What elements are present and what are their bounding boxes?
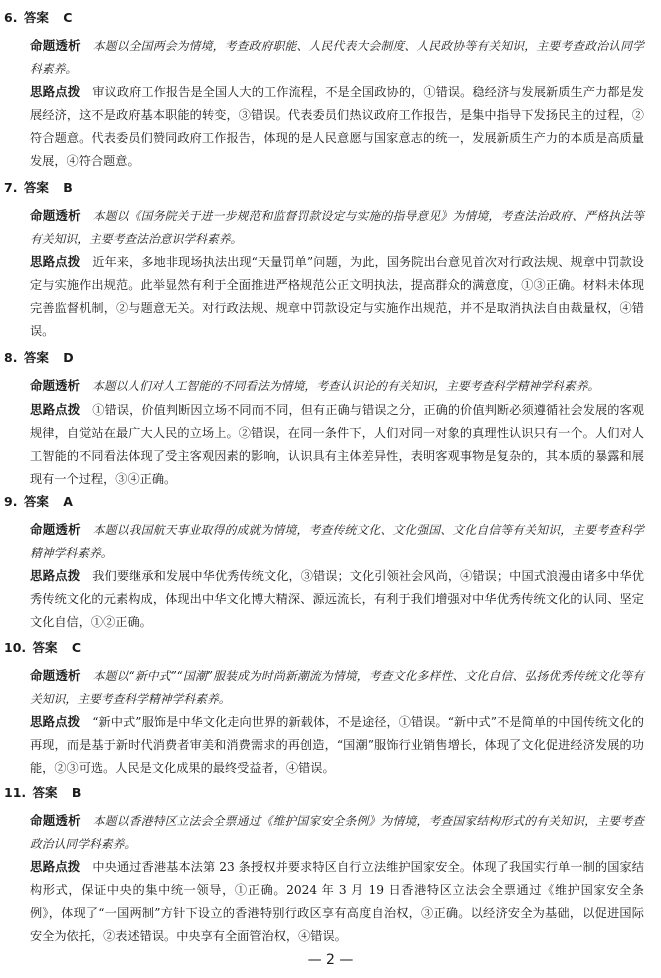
analysis-text: 本题以“新中式”“国潮”服装成为时尚新潮流为情境，考查文化多样性、文化自信、弘扬优秀传统文化等有关知识，主要考查科学精神学科素养。	[30, 669, 644, 706]
question-header	[4, 494, 73, 510]
question-number: 7.	[4, 180, 18, 195]
analysis-paragraph	[30, 518, 644, 565]
answer-label: 答案	[23, 350, 49, 365]
question-number: 10.	[4, 640, 27, 655]
tips-label: 思路点拨	[30, 714, 81, 729]
analysis-paragraph	[30, 34, 644, 81]
answer-label: 答案	[23, 10, 49, 25]
answer-value: C	[63, 10, 73, 25]
analysis-paragraph	[30, 204, 644, 251]
question-number: 11.	[4, 785, 27, 800]
tips-paragraph	[30, 564, 644, 634]
tips-label: 思路点拨	[30, 859, 81, 874]
tips-text: 近年来，多地非现场执法出现“天量罚单”问题，为此，国务院出台意见首次对行政法规、规章中罚款设定与实施作出规范。此举显然有利于全面推进严格规范公正文明执法，提高群众的满意度，①③正确。材料未体现完善监督机制，②与题意无关。对行政法规、规章中罚款设定与实施作出规范，并不是取消执法自由裁量权，④错误。	[30, 255, 644, 338]
question-number: 6.	[4, 10, 18, 25]
tips-label: 思路点拨	[30, 84, 81, 99]
tips-text: “新中式”服饰是中华文化走向世界的新载体，不是途径，①错误。“新中式”不是简单的中国传统文化的再现，而是基于新时代消费者审美和消费需求的再创造，“国潮”服饰行业销售增长，体现了文化促进经济发展的功能，②③可选。人民是文化成果的最终受益者，④错误。	[30, 715, 644, 775]
analysis-label: 命题透析	[30, 378, 81, 393]
tips-paragraph	[30, 398, 644, 491]
tips-paragraph	[30, 250, 644, 343]
answer-value: B	[71, 785, 82, 800]
tips-label: 思路点拨	[30, 254, 81, 269]
answer-label: 答案	[32, 640, 58, 655]
answer-value: A	[63, 494, 73, 509]
tips-paragraph	[30, 710, 644, 780]
answer-label: 答案	[32, 785, 58, 800]
tips-text: 我们要继承和发展中华优秀传统文化，③错误；文化引领社会风尚，④错误；中国式浪漫由诸多中华优秀传统文化的元素构成，体现出中华文化博大精深、源远流长，有利于我们增强对中华优秀传统文化的认同、坚定文化自信，①②正确。	[30, 569, 644, 629]
analysis-text: 本题以人们对人工智能的不同看法为情境，考查认识论的有关知识，主要考查科学精神学科素养。	[92, 379, 600, 393]
question-header	[4, 785, 81, 801]
page-number: — 2 —	[307, 952, 354, 968]
answer-value: C	[71, 640, 82, 655]
analysis-label: 命题透析	[30, 522, 81, 537]
question-number: 8.	[4, 350, 18, 365]
analysis-text: 本题以全国两会为情境，考查政府职能、人民代表大会制度、人民政协等有关知识，主要考查政治认同学科素养。	[30, 39, 644, 76]
analysis-paragraph	[30, 809, 644, 856]
question-number: 9.	[4, 494, 18, 509]
answer-label: 答案	[23, 180, 49, 195]
analysis-label: 命题透析	[30, 813, 81, 828]
question-header	[4, 10, 72, 26]
answer-value: B	[63, 180, 73, 195]
analysis-text: 本题以我国航天事业取得的成就为情境，考查传统文化、文化强国、文化自信等有关知识，主要考查科学精神学科素养。	[30, 523, 644, 560]
tips-label: 思路点拨	[30, 568, 81, 583]
tips-text: ①错误，价值判断因立场不同而不同，但有正确与错误之分，正确的价值判断必须遵循社会发展的客观规律，自觉站在最广大人民的立场上。②错误，在同一条件下，人们对同一对象的真理性认识只有一个。人们对人工智能的不同看法体现了受主客观因素的影响，认识具有主体差异性，表明客观事物是复杂的，其本质的暴露和展现有一个过程，③④正确。	[30, 403, 644, 486]
question-header	[4, 350, 74, 366]
analysis-label: 命题透析	[30, 208, 81, 223]
answer-label: 答案	[23, 494, 49, 509]
analysis-paragraph	[30, 374, 644, 398]
tips-label: 思路点拨	[30, 402, 81, 417]
question-header	[4, 640, 81, 656]
tips-text: 中央通过香港基本法第 23 条授权并要求特区自行立法维护国家安全。体现了我国实行单一制的国家结构形式，保证中央的集中统一领导，①正确。2024 年 3 月 19 日香港特区立法会全票通过《维护国家安全条例》，体现了“一国两制”方针下设立的香港特别行政区享有高度自治权，③正确。以经济安全为基础，以促进国际安全为依托，②表述错误。中央享有全面管治权，④错误。	[30, 860, 644, 943]
tips-paragraph	[30, 855, 644, 948]
tips-paragraph	[30, 80, 644, 173]
analysis-text: 本题以香港特区立法会全票通过《维护国家安全条例》为情境，考查国家结构形式的有关知识，主要考查政治认同学科素养。	[30, 814, 644, 851]
analysis-paragraph	[30, 664, 644, 711]
analysis-label: 命题透析	[30, 668, 81, 683]
tips-text: 审议政府工作报告是全国人大的工作流程，不是全国政协的，①错误。稳经济与发展新质生产力都是发展经济，这不是政府基本职能的转变，③错误。代表委员们热议政府工作报告，是集中指导下发扬民主的过程，②符合题意。代表委员们赞同政府工作报告，体现的是人民意愿与国家意志的统一，发展新质生产力的本质是高质量发展，④符合题意。	[30, 85, 644, 168]
answer-value: D	[63, 350, 74, 365]
analysis-text: 本题以《国务院关于进一步规范和监督罚款设定与实施的指导意见》为情境，考查法治政府、严格执法等有关知识，主要考查法治意识学科素养。	[30, 209, 644, 246]
question-header	[4, 180, 73, 196]
analysis-label: 命题透析	[30, 38, 81, 53]
